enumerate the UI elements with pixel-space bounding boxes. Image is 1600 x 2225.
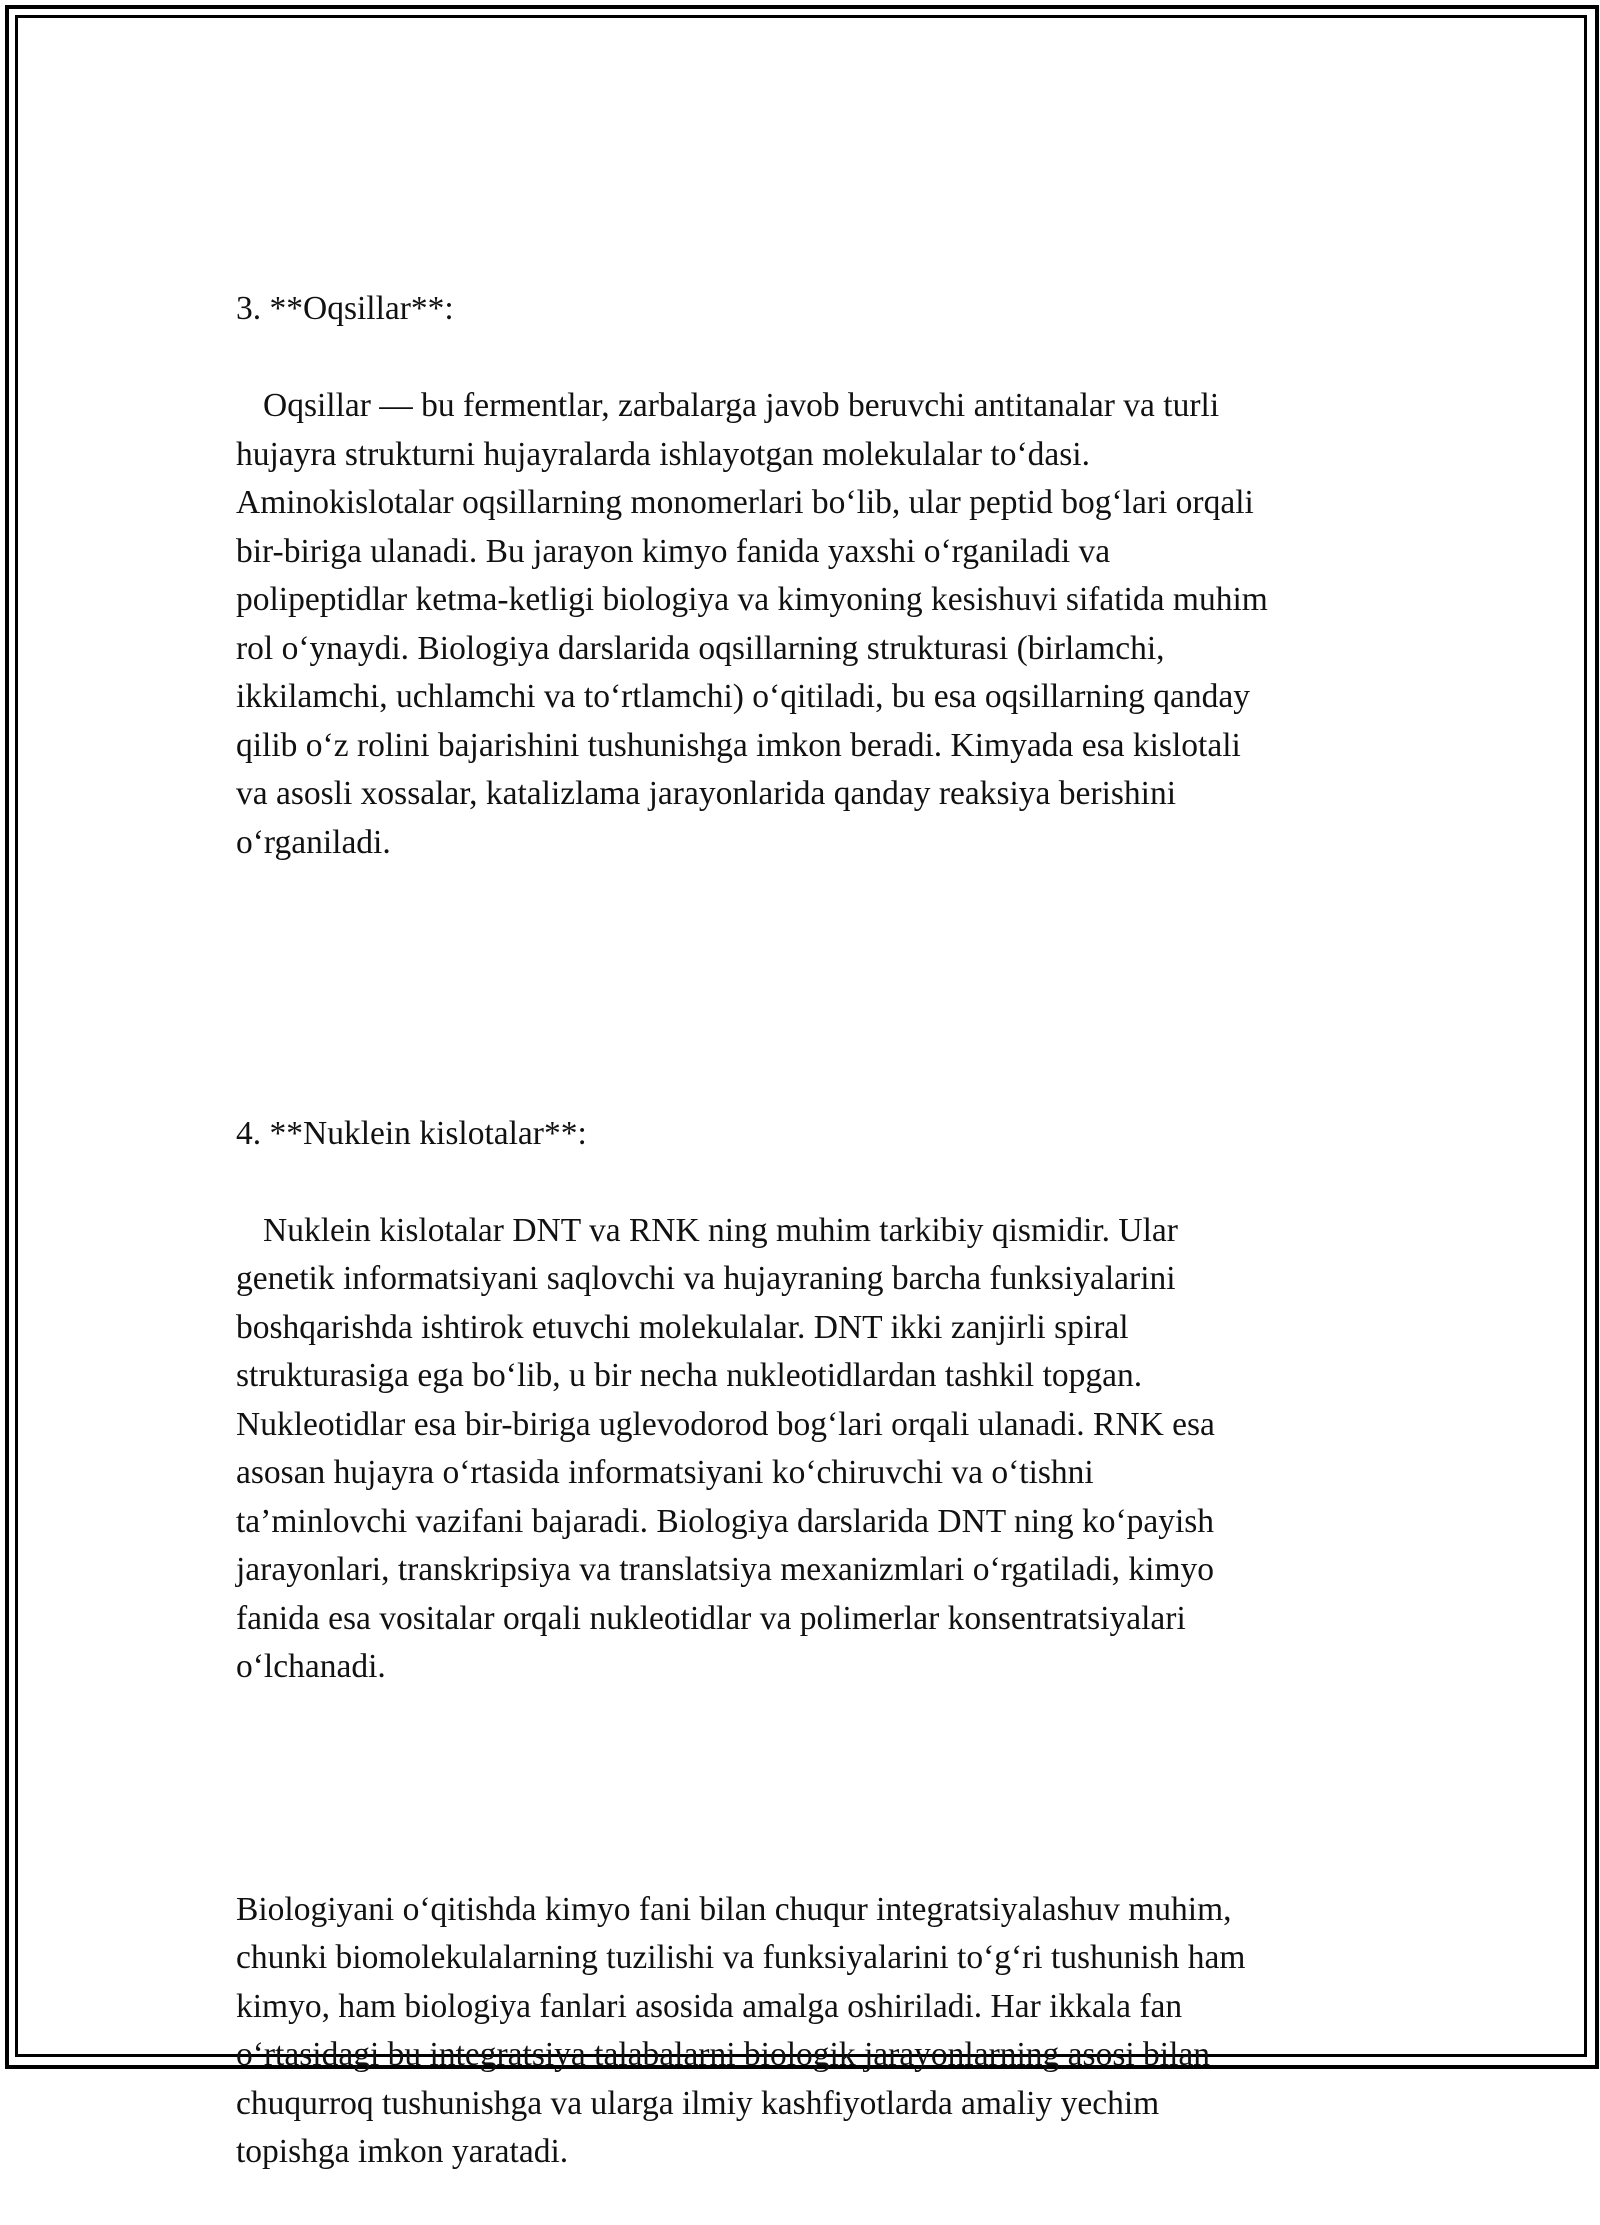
section-heading-proteins: 3. **Oqsillar**:	[236, 290, 454, 327]
section-paragraph-proteins: Oqsillar — bu fermentlar, zarbalarga javob beruvchi antitanalar va turli hujayra strukturni hujayralarda ishlayotgan molekulalar to‘dasi. Aminokislotalar oqsillarning monomerlari bo‘lib, ular peptid bog‘lari orqali bir-biriga ulanadi. Bu jarayon kimyo fanida yaxshi o‘rganiladi va polipeptidlar ketma-ketligi biologiya va kimyoning kesishuvi sifatida muhim rol o‘ynaydi. Biologiya darslarida oqsillarning strukturasi (birlamchi, ikkilamchi, uchlamchi va to‘rtlamchi) o‘qitiladi, bu esa oqsillarning qanday qilib o‘z rolini bajarishini tushunishga imkon beradi. Kimyada esa kislotali va asosli xossalar, katalizlama jarayonlarida qanday reaksiya berishini o‘rganiladi.	[236, 387, 1268, 861]
section-paragraph-nucleic-acids: Nuklein kislotalar DNT va RNK ning muhim tarkibiy qismidir. Ular genetik informatsiyani saqlovchi va hujayraning barcha funksiyalarini boshqarishda ishtirok etuvchi molekulalar. DNT ikki zanjirli spiral strukturasiga ega bo‘lib, u bir necha nukleotidlardan tashkil topgan. Nukleotidlar esa bir-biriga uglevodorod bog‘lari orqali ulanadi. RNK esa asosan hujayra o‘rtasida informatsiyani ko‘chiruvchi va o‘tishni ta’minlovchi vazifani bajaradi. Biologiya darslarida DNT ning ko‘payish jarayonlari, transkripsiya va translatsiya mexanizmlari o‘rgatiladi, kimyo fanida esa vositalar orqali nukleotidlar va polimerlar konsentratsiyalari o‘lchanadi.	[236, 1211, 1215, 1685]
conclusion-paragraph: Biologiyani o‘qitishda kimyo fani bilan chuqur integratsiyalashuv muhim, chunki biomolekulalarning tuzilishi va funksiyalarini to‘g‘ri tushunish ham kimyo, ham biologiya fanlari asosida amalga oshiriladi. Har ikkala fan o‘rtasidagi bu integratsiya talabalarni biologik jarayonlarning asosi bilan chuqurroq tushunishga va ularga ilmiy kashfiyotlarda amaliy yechim topishga imkon yaratadi.	[236, 1890, 1246, 2170]
document-body	[236, 188, 1376, 2225]
section-heading-nucleic-acids: 4. **Nuklein kislotalar**:	[236, 1114, 587, 1152]
paragraph-spacer	[236, 964, 1376, 1013]
paragraph-spacer	[236, 1789, 1376, 1838]
section-proteins	[236, 237, 1376, 916]
section-nucleic-acids	[236, 1061, 1376, 1740]
